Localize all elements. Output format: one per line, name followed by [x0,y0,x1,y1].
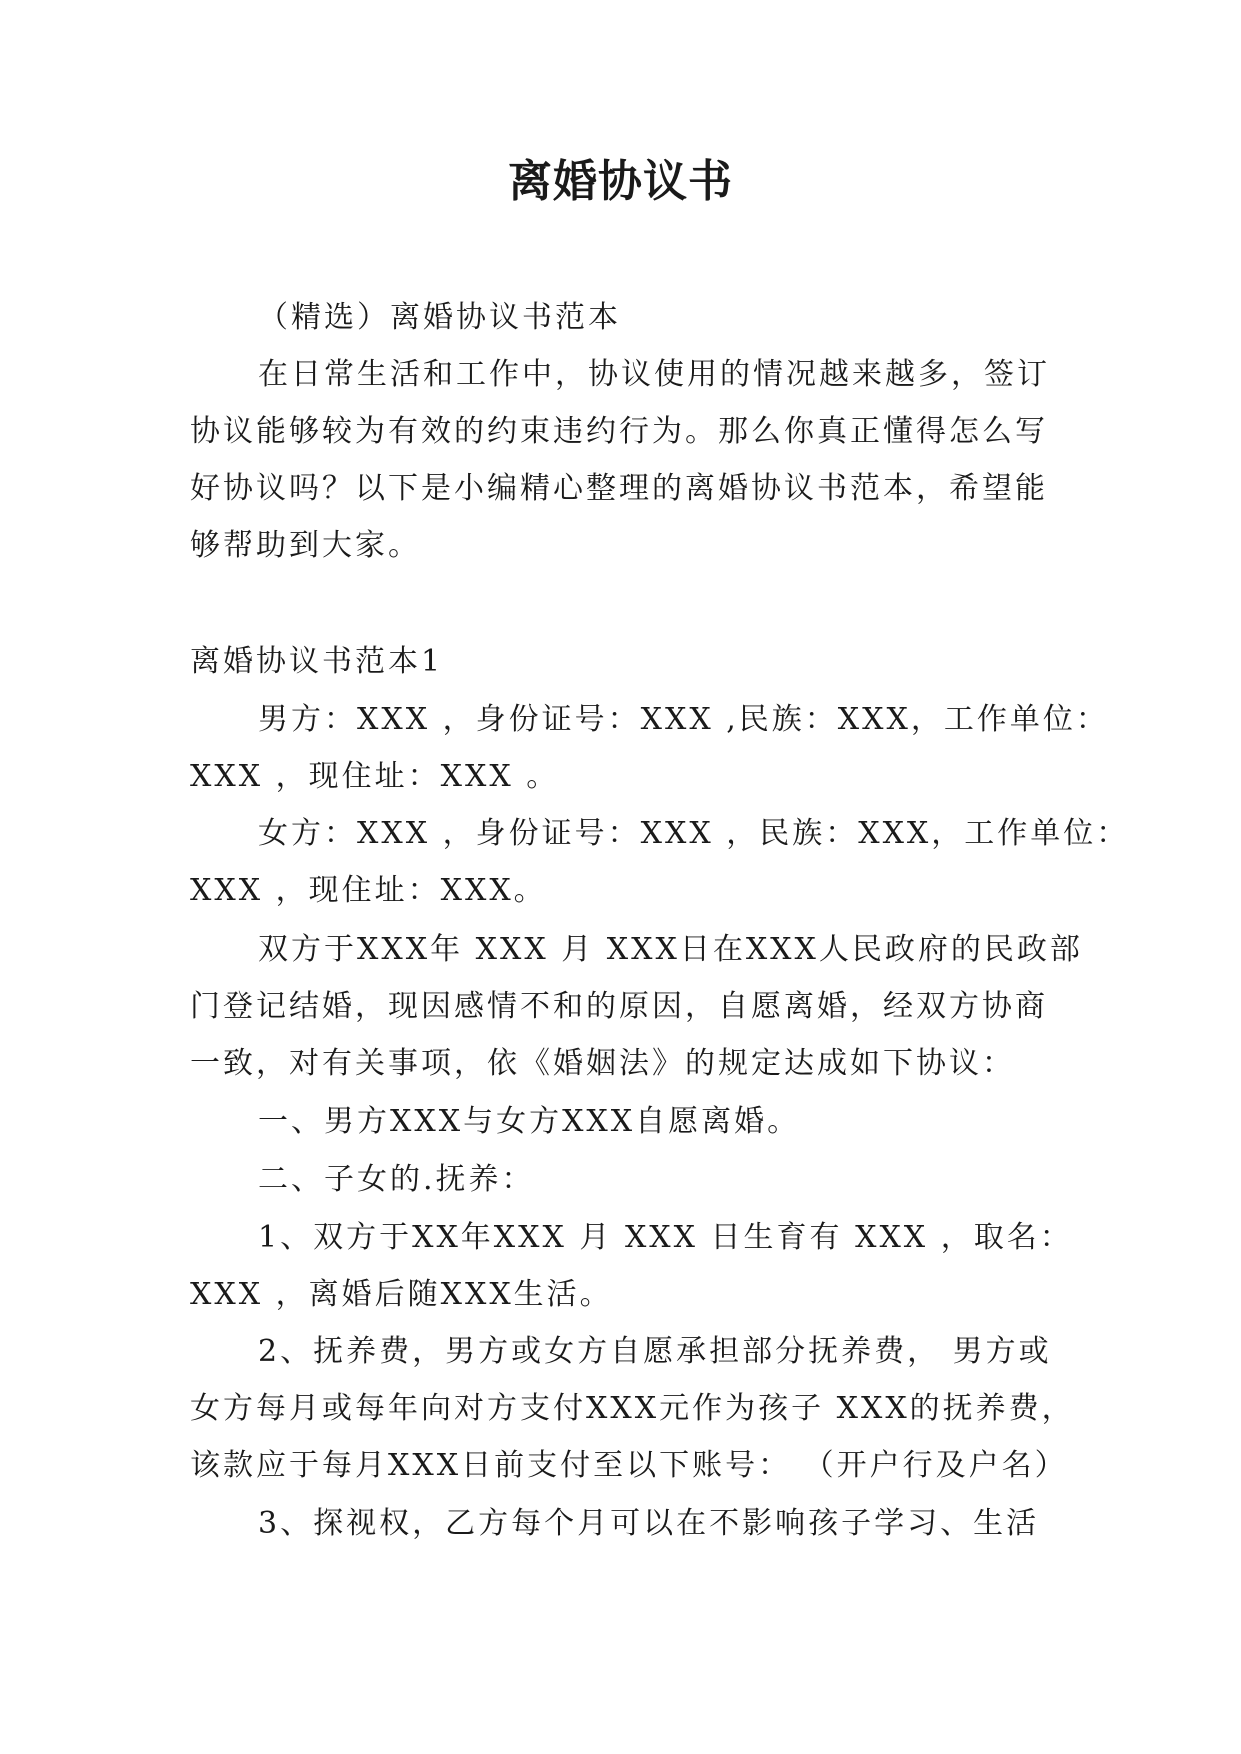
section-heading: 离婚协议书范本1 [190,644,444,679]
body-line: 3、探视权，乙方每个月可以在不影响孩子学习、生活 [258,1506,1040,1541]
body-line: XXX ，现住址：XXX 。 [190,759,560,794]
body-line: 男方：XXX ，身份证号：XXX ,民族：XXX，工作单位： [258,702,1109,737]
body-line: XXX ，现住址：XXX。 [190,873,547,908]
intro-line: 好协议吗？以下是小编精心整理的离婚协议书范本，希望能 [190,471,1048,506]
intro-label: （精选）离婚协议书范本 [258,300,621,335]
body-line: 一、男方XXX与女方XXX自愿离婚。 [258,1104,801,1139]
body-line: 该款应于每月XXX日前支付至以下账号： （开户行及户名） [190,1448,1068,1483]
body-line: 双方于XXX年 XXX 月 XXX日在XXX人民政府的民政部 [258,932,1083,967]
body-line: 女方：XXX ，身份证号：XXX ，民族：XXX，工作单位： [258,816,1130,851]
intro-line: 在日常生活和工作中，协议使用的情况越来越多，签订 [258,357,1050,392]
body-line: 1、双方于XX年XXX 月 XXX 日生育有 XXX ，取名： [258,1220,1073,1255]
intro-line: 够帮助到大家。 [190,528,421,563]
document-title: 离婚协议书 [508,156,733,207]
intro-line: 协议能够较为有效的约束违约行为。那么你真正懂得怎么写 [190,414,1048,449]
body-line: 门登记结婚，现因感情不和的原因，自愿离婚，经双方协商 [190,989,1048,1024]
body-line: 一致，对有关事项，依《婚姻法》的规定达成如下协议： [190,1046,1015,1081]
body-line: XXX ，离婚后随XXX生活。 [190,1277,613,1312]
body-line: 女方每月或每年向对方支付XXX元作为孩子 XXX的抚养费， [190,1391,1075,1426]
body-line: 2、抚养费，男方或女方自愿承担部分抚养费， 男方或 [258,1334,1052,1369]
body-line: 二、子女的.抚养： [258,1162,535,1197]
